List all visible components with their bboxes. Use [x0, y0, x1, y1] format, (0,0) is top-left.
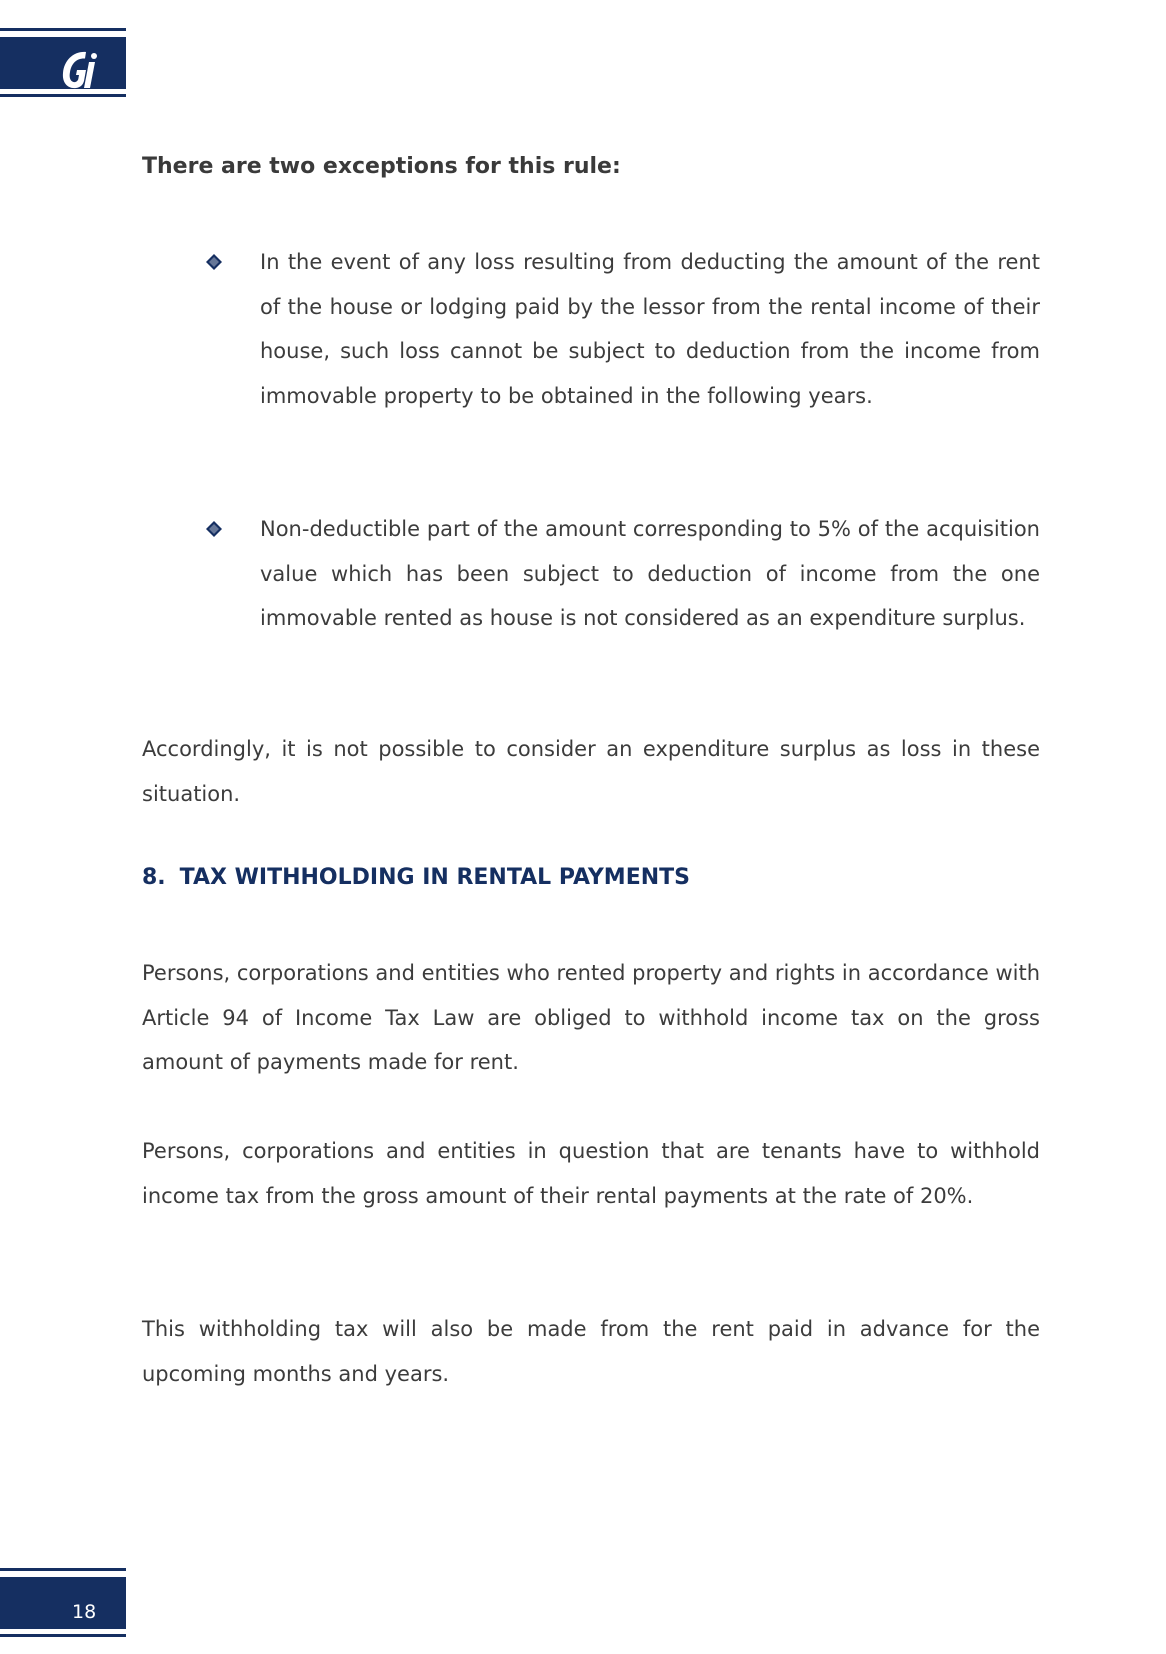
header-logo-badge [0, 28, 126, 98]
footer-page-block [0, 1577, 126, 1629]
header-stripe-bottom [0, 94, 126, 97]
body-paragraph: Persons, corporations and entities who rented property and rights in accordance with Article 94 of Income Tax Law are obliged to withhold income tax on the gross amount of payments made for rent. [142, 961, 1040, 1074]
section-title: TAX WITHHOLDING IN RENTAL PAYMENTS [179, 865, 690, 890]
section-number: 8. [142, 865, 166, 890]
page-number: 18 [72, 1601, 97, 1623]
header-stripe-top [0, 28, 126, 31]
diamond-bullet-icon [206, 521, 222, 537]
exceptions-heading: There are two exceptions for this rule: [142, 154, 621, 179]
stylized-g-logo-icon [58, 48, 98, 92]
footer-page-badge [0, 1568, 126, 1638]
body-paragraph: Persons, corporations and entities in question that are tenants have to withhold income tax from the gross amount of their rental payments at the rate of 20%. [142, 1139, 1040, 1208]
exception-text: In the event of any loss resulting from deducting the amount of the rent of the house or lodging paid by the lessor from the rental income of their house, such loss cannot be subject to deduction from the income from immovable property to be obtained in the following years. [260, 250, 1040, 408]
diamond-bullet-icon [206, 254, 222, 270]
body-paragraph: This withholding tax will also be made from the rent paid in advance for the upcoming months and years. [142, 1317, 1040, 1386]
exception-text: Non-deductible part of the amount corresponding to 5% of the acquisition value which has been subject to deduction of income from the one immovable rented as house is not considered as an expenditure surplus. [260, 517, 1040, 630]
header-logo-block [0, 37, 126, 89]
section-heading [142, 865, 690, 890]
footer-stripe-top [0, 1568, 126, 1571]
footer-stripe-bottom [0, 1634, 126, 1637]
conclusion-paragraph: Accordingly, it is not possible to consider an expenditure surplus as loss in these situation. [142, 737, 1040, 806]
